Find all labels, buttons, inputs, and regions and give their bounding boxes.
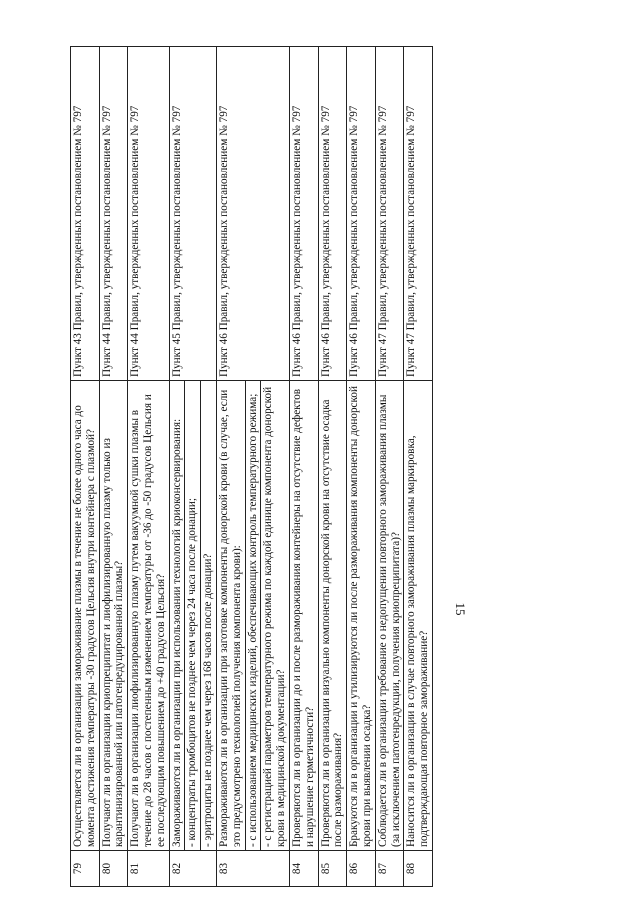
table-row xyxy=(128,47,169,887)
row-number: 81 xyxy=(128,851,169,887)
requirement-subitem: - с регистрацией параметров температурного режима по каждой единице компонента донорской крови в медицинской документации? xyxy=(261,381,290,851)
regulation-reference: Пункт 46 Правил, утвержденных постановлением № 797 xyxy=(318,47,347,381)
regulation-reference: Пункт 46 Правил, утвержденных постановлением № 797 xyxy=(216,47,289,381)
requirement-subitem: - эритроциты не позднее чем через 168 часов после донации? xyxy=(201,381,217,851)
row-number: 84 xyxy=(289,851,318,887)
row-number: 88 xyxy=(404,851,433,887)
requirement-text: Проверяются ли в организации до и после размораживания контейнеры на отсутствие дефектов и нарушение герметичности? xyxy=(289,381,318,851)
requirement-text: Получают ли в организации криопреципитат и лиофилизированную плазму только из карантинизированной или патогенредуцированной плазмы? xyxy=(99,381,128,851)
table-row xyxy=(216,47,245,887)
requirements-table xyxy=(70,46,433,887)
table-row xyxy=(318,47,347,887)
page-number: 15 xyxy=(453,602,468,616)
row-number: 85 xyxy=(318,851,347,887)
table-row xyxy=(99,47,128,887)
row-number: 83 xyxy=(216,851,289,887)
table-body xyxy=(71,47,433,887)
requirement-subitem: - с использованием медицинских изделий, обеспечивающих контроль температурного режима; xyxy=(245,381,261,851)
table-row xyxy=(375,47,404,887)
table-row xyxy=(71,47,100,887)
regulation-reference: Пункт 44 Правил, утвержденных постановлением № 797 xyxy=(99,47,128,381)
regulation-reference: Пункт 44 Правил, утвержденных постановлением № 797 xyxy=(128,47,169,381)
regulation-reference: Пункт 46 Правил, утвержденных постановлением № 797 xyxy=(347,47,376,381)
requirement-text: Соблюдается ли в организации требование о недопущении повторного замораживания плазмы (за исключением патогенредукции, получения криопреципитата)? xyxy=(375,381,404,851)
regulation-reference: Пункт 47 Правил, утвержденных постановлением № 797 xyxy=(404,47,433,381)
requirement-text: Бракуются ли в организации и утилизируются ли после размораживания компоненты донорской крови при выявлении осадка? xyxy=(347,381,376,851)
requirement-text: Проверяются ли в организации визуально компоненты донорской крови на отсутствие осадка после размораживания? xyxy=(318,381,347,851)
table-row xyxy=(169,47,185,887)
table-row xyxy=(404,47,433,887)
regulation-reference: Пункт 45 Правил, утвержденных постановлением № 797 xyxy=(169,47,216,381)
requirement-text: Получают ли в организации лиофилизированную плазму путем вакуумной сушки плазмы в течение до 28 часов с постепенным изменением температуры от -36 до -50 градусов Цельсия и ее последующим повышением до +40 градусов Цельсия? xyxy=(128,381,169,851)
requirement-text: Размораживаются ли в организации при заготовке компоненты донорской крови (в случае, если это предусмотрено технологией получения компонента крови): xyxy=(216,381,245,851)
requirement-text: Осуществляется ли в организации замораживание плазмы в течение не более одного часа до момента достижения температуры -30 градусов Цельсия внутри контейнера с плазмой? xyxy=(71,381,100,851)
regulation-reference: Пункт 47 Правил, утвержденных постановлением № 797 xyxy=(375,47,404,381)
requirement-text: Наносится ли в организации в случае повторного замораживания плазмы маркировка, подтверждающая повторное замораживание? xyxy=(404,381,433,851)
row-number: 82 xyxy=(169,851,216,887)
row-number: 80 xyxy=(99,851,128,887)
regulation-reference: Пункт 43 Правил, утвержденных постановлением № 797 xyxy=(71,47,100,381)
row-number: 79 xyxy=(71,851,100,887)
requirement-text: Замораживаются ли в организации при использовании технологий криоконсервирования: xyxy=(169,381,185,851)
requirement-subitem: - концентраты тромбоцитов не позднее чем через 24 часа после донации; xyxy=(185,381,201,851)
row-number: 86 xyxy=(347,851,376,887)
row-number: 87 xyxy=(375,851,404,887)
regulation-reference: Пункт 46 Правил, утвержденных постановлением № 797 xyxy=(289,47,318,381)
table-row xyxy=(347,47,376,887)
table-row xyxy=(289,47,318,887)
